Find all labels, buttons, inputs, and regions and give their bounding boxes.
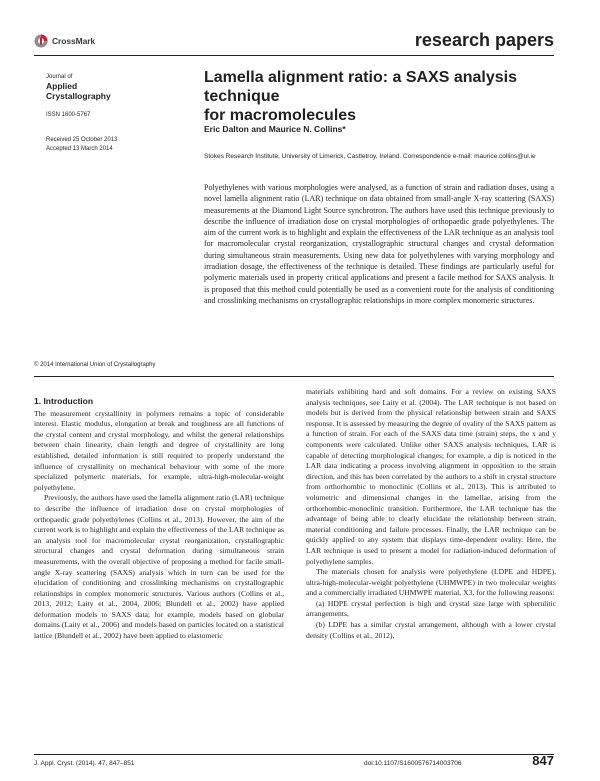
footer-divider [34, 754, 554, 755]
page-number: 847 [532, 753, 554, 768]
author-affiliation: Stokes Research Institute, University of Limerick, Castletroy, Ireland. Correspondence e-mail: maurice.collins@ul.ie [204, 153, 536, 160]
footer-citation: J. Appl. Cryst. (2014). 47, 847–851 [34, 760, 135, 767]
paragraph: (b) LDPE has a similar crystal arrangement, although with a lower crystal density (Collins et al., 2012), [306, 620, 556, 640]
crossmark-icon [34, 34, 48, 48]
body-column-right [306, 387, 556, 641]
journal-name-line1: Applied [46, 81, 78, 91]
section-label: research papers [414, 30, 554, 50]
abstract-divider [34, 376, 554, 377]
article-dates [46, 136, 117, 154]
article-authors: Eric Dalton and Maurice N. Collins* [204, 124, 346, 134]
received-date: Received 25 October 2013 [46, 137, 118, 143]
article-title-line1: Lamella alignment ratio: a SAXS analysis technique [204, 69, 517, 105]
paragraph: materials exhibiting hard and soft domains. For a review on existing SAXS analysis techniques, see Laity et al. (2004). The LAR technique is not based on models but is derived from the physical relationship between strain and SAXS response. It is assessed by measuring the degree of ovality of the SAXS pattern as a function of strain. For each of the SAXS data time (strain) steps, the x and y components were calculated. Unlike other SAXS analysis techniques, LAR is capable of detecting morphological changes; for example, a dip is noticed in the LAR data indicating a process involving alignment in opposition to the strain direction, and this has been correlated by the authors to a shift in crystal structure from orthorhombic to monoclinic (Collins et al., 2013). This is attributed to volumetric and dimensional changes in the lamellae, arising from the orthorhombic-monoclinic transition. Furthermore, the LAR technique has the advantage of being able to clearly elucidate the relationship between strain, material conditioning and failure processes. Finally, the LAR technique can be quickly applied to any system that displays time-dependent ovality. Here, the LAR technique is used to present a model for radiation-induced deformation of polyethylene samples. [306, 387, 556, 566]
section-heading-introduction: 1. Introduction [34, 396, 94, 406]
paragraph: (a) HDPE crystal perfection is high and crystal size large with spherulitic arrangements, [306, 598, 556, 619]
article-title [204, 68, 574, 125]
abstract: Polyethylenes with various morphologies were analysed, as a function of strain and radiation doses, using a novel lamella alignment ratio (LAR) technique on data obtained from small-angle X-ray scattering (SAXS) measurements at the Diamond Light Source synchrotron. The authors have used this technique previously to describe the influence of irradiation dose on crystal morphologies of orthopaedic grade polyethylenes. The aim of the current work is to highlight and explain the effectiveness of the LAR technique as an analysis tool for macromolecular crystal reorganization, crystallographic structural changes and crystal deformation during simultaneous strain measurements. Using new data for polyethylenes with varying morphology and irradiation dosage, the effectiveness of the technique is detailed. These findings are particularly useful for polymeric materials used in property critical applications and present a facile method for SAXS analysis. It is proposed that this method could potentially be used as a convenient route for the analysis of conditioning and crosslinking mechanisms on crystallographic relationships in more complex monomeric structures. [204, 183, 554, 305]
footer-doi[interactable]: doi:10.1107/S1600576714003706 [364, 760, 462, 767]
issn: ISSN 1600-5767 [46, 112, 91, 118]
accepted-date: Accepted 13 March 2014 [46, 146, 113, 152]
paragraph: Previously, the authors have used the lamella alignment ratio (LAR) technique to describe the influence of irradiation dose on crystal morphologies of orthopaedic grade polyethylenes (Collins et al., 2013). However, the aim of the current work is to highlight and explain the effectiveness of the LAR technique as an analysis tool for macromolecular crystal reorganization, crystallographic structural changes and crystal deformation during simultaneous strain measurements, with the overall objective of proposing a method for facile small-angle X-ray scattering (SAXS) analysis which in turn can be used for the elucidation of conditioning and crosslinking mechanisms on crystallographic relationships in complex monomeric structures. Various authors (Collins et al., 2013, 2012; Laity et al., 2004, 2006; Blundell et al., 2002) have applied deformation models to SAXS data; for example, models based on globular domains (Laity et al., 2006) and models based on particles located on a statistical lattice (Blundell et al., 2002) have been applied to elastomeric [34, 493, 284, 641]
copyright-notice: © 2014 International Union of Crystallography [34, 362, 156, 368]
journal-name-line2: Crystallography [46, 91, 111, 101]
crossmark-badge[interactable] [34, 34, 95, 48]
paragraph: The materials chosen for analysis were polyethylene (LDPE and HDPE), ultra-high-molecular-weight polyethylene (UHMWPE) in two molecular weights and a commercially irradiated UHMWPE material, X3, for the following reasons: [306, 567, 556, 598]
body-column-left [34, 396, 284, 642]
journal-prefix: Journal of [46, 74, 73, 80]
article-title-line2: for macromolecules [204, 107, 357, 124]
header-divider [34, 55, 554, 56]
crossmark-label: CrossMark [52, 36, 96, 46]
paragraph: The measurement crystallinity in polymers remains a topic of considerable interest. Elastic modulus, elongation at break and toughness are all functions of the crystal content and crystal morphology, and whilst the general relationships between chain linearity, chain length and degree of crystallinity are long established, detailed information is still required to properly understand the influence of crystallinity on mechanical behaviour with some of the more specialized polymeric materials, for example, ultra-high-molecular-weight polyethylene. [34, 408, 284, 492]
journal-name-block [46, 73, 156, 101]
